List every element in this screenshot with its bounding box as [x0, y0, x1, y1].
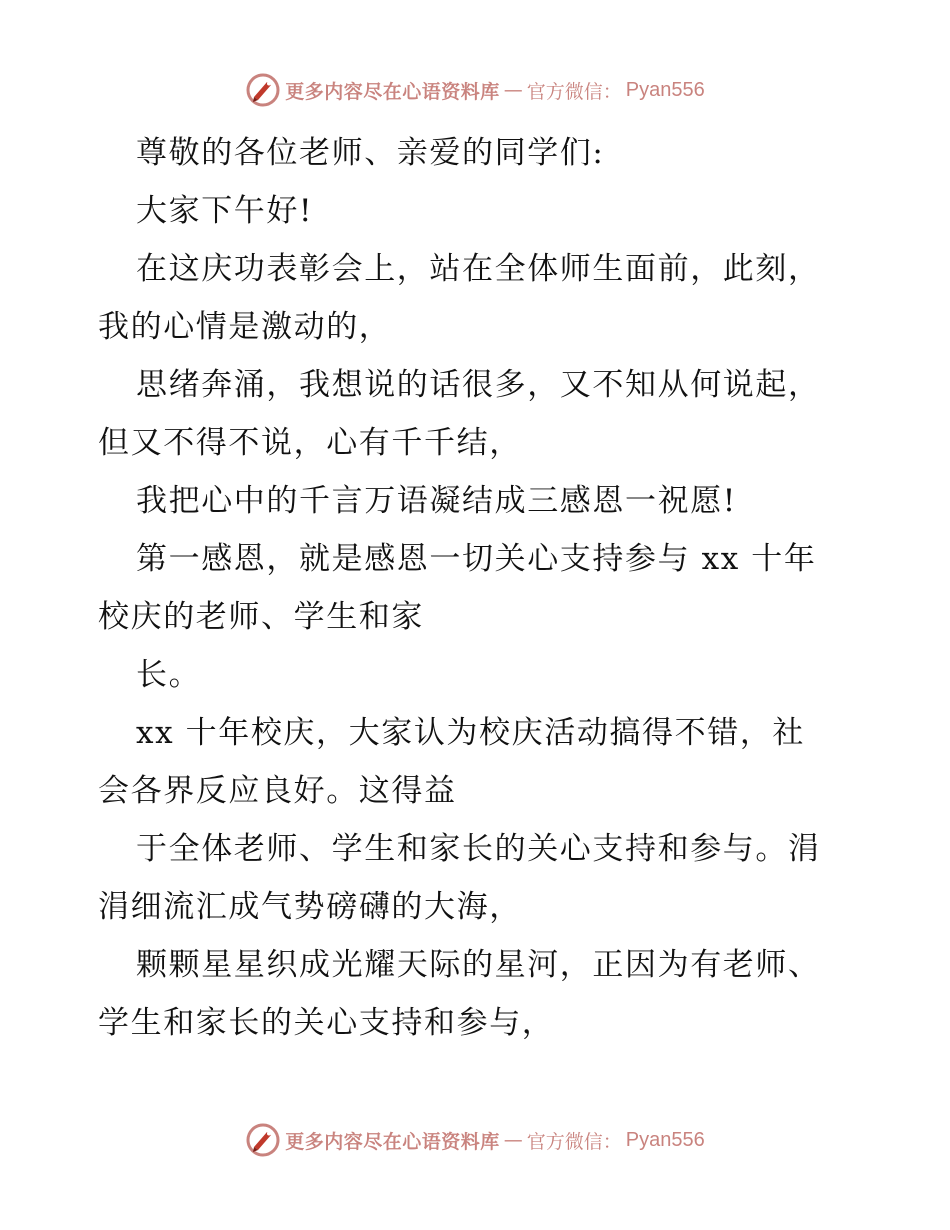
pen-circle-icon: [245, 72, 281, 108]
footer-separator: —: [503, 1129, 523, 1151]
header-wechat-label: 官方微信：: [526, 80, 622, 103]
text-line: 第一感恩，就是感恩一切关心支持参与 xx 十年: [136, 541, 817, 577]
text-line: 大家下午好!: [136, 193, 314, 229]
header-wechat-id: Pyan556: [625, 78, 705, 101]
text-line: xx 十年校庆，大家认为校庆活动搞得不错，社: [136, 715, 806, 751]
text-line: 我的心情是激动的，: [98, 309, 392, 345]
text-line: 长。: [136, 657, 202, 693]
text-line: 尊敬的各位老师、亲爱的同学们:: [136, 135, 605, 171]
text-line: 思绪奔涌，我想说的话很多，又不知从何说起，: [136, 367, 821, 403]
footer-site-text: 更多内容尽在心语资料库: [285, 1130, 500, 1153]
text-line: 颗颗星星织成光耀天际的星河，正因为有老师、: [136, 947, 821, 983]
header-banner: [0, 70, 950, 110]
text-line: 于全体老师、学生和家长的关心支持和参与。涓: [136, 831, 821, 867]
text-line: 在这庆功表彰会上，站在全体师生面前，此刻，: [136, 251, 821, 287]
footer-banner: [0, 1120, 950, 1160]
text-line: 但又不得不说，心有千千结，: [98, 425, 522, 461]
footer-wechat-label: 官方微信：: [526, 1130, 622, 1153]
pen-circle-icon: [245, 1122, 281, 1158]
text-line: 校庆的老师、学生和家: [98, 599, 424, 635]
footer-wechat-id: Pyan556: [625, 1128, 705, 1151]
text-line: 涓细流汇成气势磅礴的大海，: [98, 889, 522, 925]
document-body: [98, 124, 858, 1052]
text-line: 我把心中的千言万语凝结成三感恩一祝愿!: [136, 483, 737, 519]
text-line: 学生和家长的关心支持和参与，: [98, 1005, 555, 1041]
text-line: 会各界反应良好。这得益: [98, 773, 457, 809]
header-site-text: 更多内容尽在心语资料库: [285, 80, 500, 103]
header-separator: —: [503, 79, 523, 101]
